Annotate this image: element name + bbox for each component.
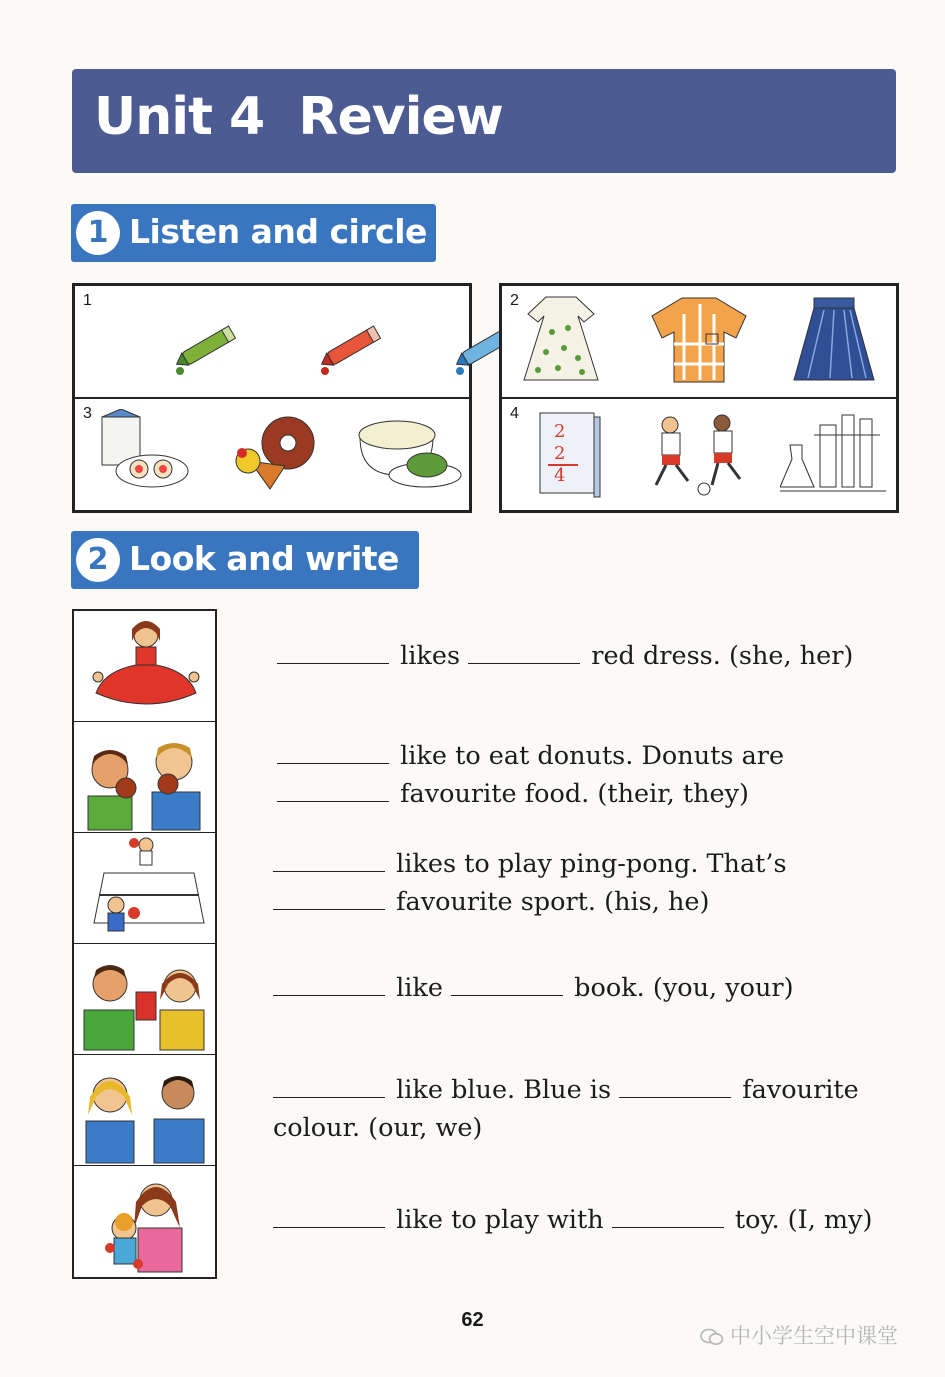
sentence-text: like to eat donuts. Donuts are xyxy=(392,741,785,771)
picture-girl-with-doll xyxy=(74,1166,215,1277)
section-2-header xyxy=(71,531,419,589)
answer-blank[interactable] xyxy=(451,973,563,996)
sentence-text: like blue. Blue is xyxy=(388,1075,620,1105)
listen-cell-number: 2 xyxy=(510,292,519,309)
sentence-5-line-2 xyxy=(273,1109,482,1147)
picture-boy-giving-book xyxy=(74,944,215,1055)
sentence-text: favourite sport. (his, he) xyxy=(388,887,710,917)
listen-cell-number: 1 xyxy=(83,292,92,309)
sentence-2-line-2 xyxy=(277,775,749,813)
sentence-text: like xyxy=(388,973,452,1003)
checked-shirt-icon[interactable] xyxy=(650,294,750,386)
sentence-text: colour. (our, we) xyxy=(273,1113,483,1143)
boys-playing-football-icon[interactable] xyxy=(642,409,762,499)
listen-cell-number: 4 xyxy=(510,405,519,422)
answer-blank[interactable] xyxy=(273,849,385,872)
donuts-icon[interactable] xyxy=(230,411,330,491)
listen-grid-right xyxy=(499,283,899,513)
sentence-text: likes xyxy=(392,641,469,671)
answer-blank[interactable] xyxy=(612,1205,724,1228)
answer-blank[interactable] xyxy=(277,741,389,764)
sentence-3-line-1 xyxy=(273,845,787,883)
section-1-number: 1 xyxy=(76,211,120,255)
listen-cell-3 xyxy=(74,398,470,511)
section-2-number: 2 xyxy=(76,538,120,582)
sentence-text: likes to play ping-pong. That’s xyxy=(388,849,787,879)
watermark xyxy=(700,1320,898,1350)
page-title: Unit 4 Review xyxy=(94,87,503,147)
green-marker-icon[interactable] xyxy=(170,316,250,376)
polka-dot-dress-icon[interactable] xyxy=(516,292,606,387)
sentence-text: favourite xyxy=(734,1075,859,1105)
picture-girl-in-red-dress xyxy=(74,611,215,722)
sentence-5-line-1 xyxy=(273,1071,859,1109)
listen-grid-left xyxy=(72,283,472,513)
sentence-text: book. (you, your) xyxy=(566,973,794,1003)
answer-blank[interactable] xyxy=(468,641,580,664)
answer-blank[interactable] xyxy=(277,779,389,802)
answer-blank[interactable] xyxy=(273,1075,385,1098)
page-number: 62 xyxy=(461,1309,484,1331)
section-1-header xyxy=(71,204,436,262)
listen-cell-number: 3 xyxy=(83,405,92,422)
picture-girl-and-boy-blue xyxy=(74,1055,215,1166)
sentence-3-line-2 xyxy=(273,883,709,921)
sentence-text: favourite food. (their, they) xyxy=(392,779,749,809)
picture-boys-playing-ping-pong xyxy=(74,833,215,944)
sentence-4 xyxy=(273,969,794,1007)
svg-text:2: 2 xyxy=(554,443,566,464)
listen-cell-4 xyxy=(501,398,897,511)
picture-column xyxy=(72,609,217,1279)
sentence-1 xyxy=(277,637,853,675)
answer-blank[interactable] xyxy=(273,973,385,996)
blue-skirt-icon[interactable] xyxy=(790,294,880,386)
picture-boys-eating-donuts xyxy=(74,722,215,833)
milk-and-eggs-icon[interactable] xyxy=(97,409,192,494)
svg-text:4: 4 xyxy=(554,465,566,486)
answer-blank[interactable] xyxy=(277,641,389,664)
svg-text:2: 2 xyxy=(554,421,566,442)
watermark-text: 中小学生空中课堂 xyxy=(730,1324,898,1348)
listen-cell-2 xyxy=(501,285,897,398)
sentence-text: toy. (I, my) xyxy=(726,1205,873,1235)
sentence-text: like to play with xyxy=(388,1205,612,1235)
answer-blank[interactable] xyxy=(273,1205,385,1228)
sentence-6 xyxy=(273,1201,872,1239)
answer-blank[interactable] xyxy=(273,887,385,910)
math-book-icon[interactable] xyxy=(534,409,604,499)
sentence-2-line-1 xyxy=(277,737,784,775)
sentence-text: red dress. (she, her) xyxy=(583,641,854,671)
wechat-icon xyxy=(700,1328,724,1346)
rice-and-vegetables-icon[interactable] xyxy=(355,407,465,492)
science-lab-equipment-icon[interactable] xyxy=(780,405,890,499)
title-bar xyxy=(72,69,896,173)
listen-cell-1 xyxy=(74,285,470,398)
section-1-label: Listen and circle xyxy=(129,212,427,251)
red-marker-icon[interactable] xyxy=(315,316,395,376)
answer-blank[interactable] xyxy=(619,1075,731,1098)
section-2-label: Look and write xyxy=(129,539,399,578)
